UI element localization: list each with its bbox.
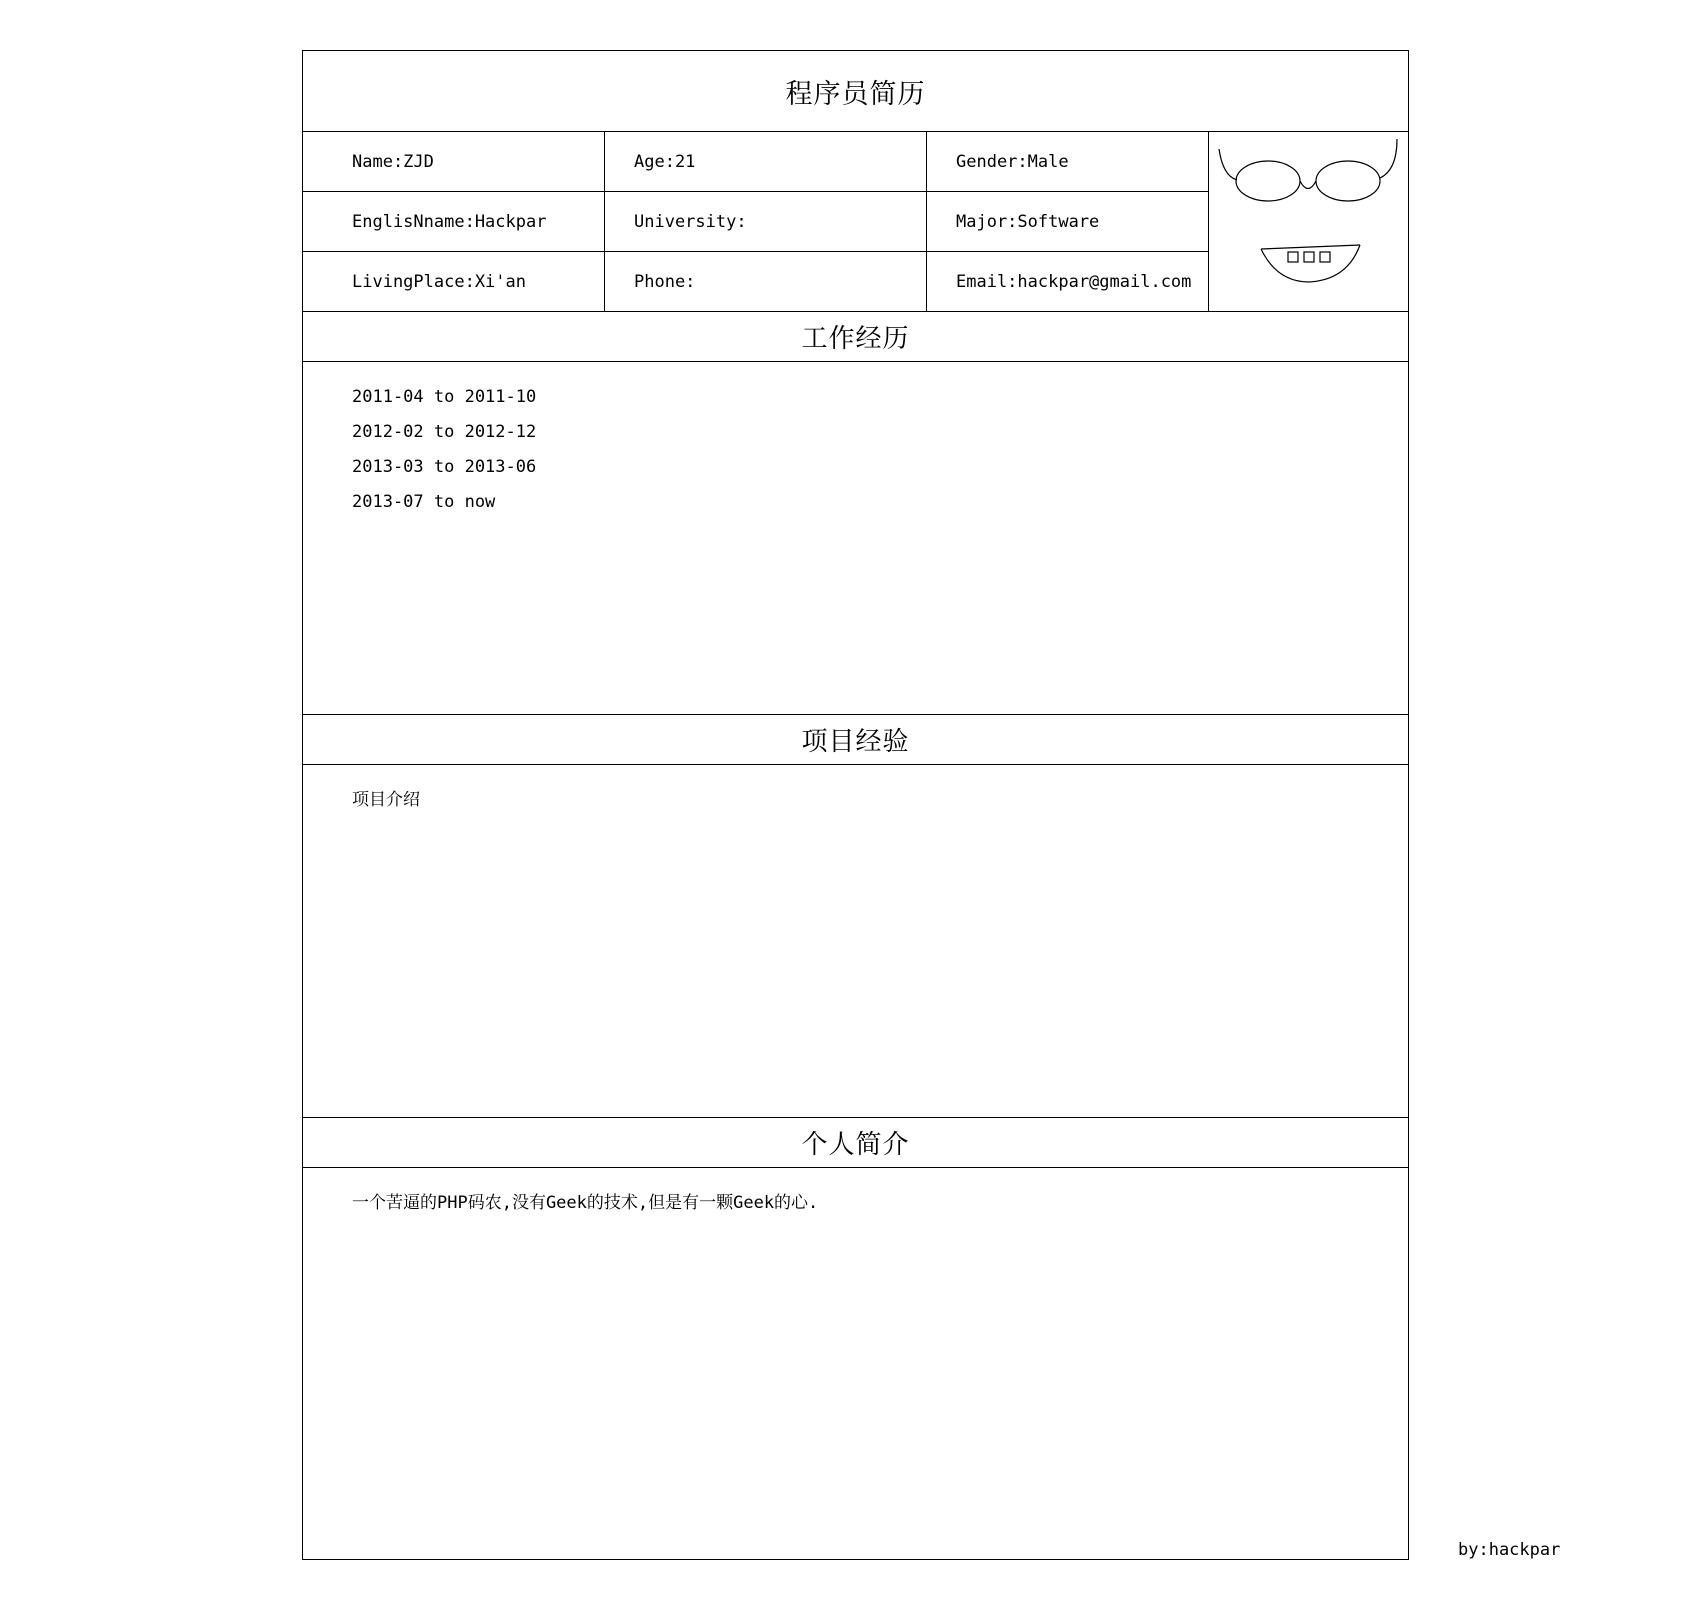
geek-face-icon: [1209, 132, 1408, 312]
info-age: Age:21: [605, 132, 927, 192]
mouth-top: [1261, 245, 1360, 249]
work-item: 2013-03 to 2013-06: [352, 457, 537, 477]
work-item: 2013-07 to now: [352, 492, 496, 512]
glasses-right-arm: [1380, 139, 1397, 178]
info-living-place: LivingPlace:Xi'an: [303, 252, 605, 312]
info-name: Name:ZJD: [303, 132, 605, 192]
personal-profile-title: 个人简介: [303, 1118, 1408, 1168]
tooth-2: [1304, 252, 1314, 262]
personal-profile-body: [303, 1168, 1408, 1558]
glasses-bridge: [1300, 181, 1316, 189]
glasses-left-arm: [1219, 149, 1237, 180]
info-phone: Phone:: [605, 252, 927, 312]
resume-sheet: [302, 50, 1409, 1560]
tooth-3: [1320, 252, 1330, 262]
work-item: 2012-02 to 2012-12: [352, 422, 537, 442]
project-experience-title: 项目经验: [303, 715, 1408, 765]
profile-text: 一个苦逼的PHP码农,没有Geek的技术,但是有一颗Geek的心.: [352, 1193, 819, 1213]
info-english-name: EnglisNname:Hackpar: [303, 192, 605, 252]
avatar: [1209, 132, 1408, 312]
project-intro-text: 项目介绍: [352, 790, 420, 810]
tooth-1: [1288, 252, 1298, 262]
basic-info-table: [303, 132, 1408, 312]
info-email: Email:hackpar@gmail.com: [927, 252, 1209, 312]
project-experience-body: [303, 765, 1408, 1118]
work-experience-body: [303, 362, 1408, 715]
info-gender: Gender:Male: [927, 132, 1209, 192]
author-credit: by:hackpar: [1458, 1540, 1561, 1560]
resume-title: 程序员简历: [303, 51, 1408, 132]
work-experience-title: 工作经历: [303, 312, 1408, 362]
info-major: Major:Software: [927, 192, 1209, 252]
info-university: University:: [605, 192, 927, 252]
glasses-right-lens: [1316, 161, 1380, 201]
work-item: 2011-04 to 2011-10: [352, 387, 537, 407]
glasses-left-lens: [1236, 161, 1300, 201]
mouth-curve: [1261, 245, 1360, 282]
